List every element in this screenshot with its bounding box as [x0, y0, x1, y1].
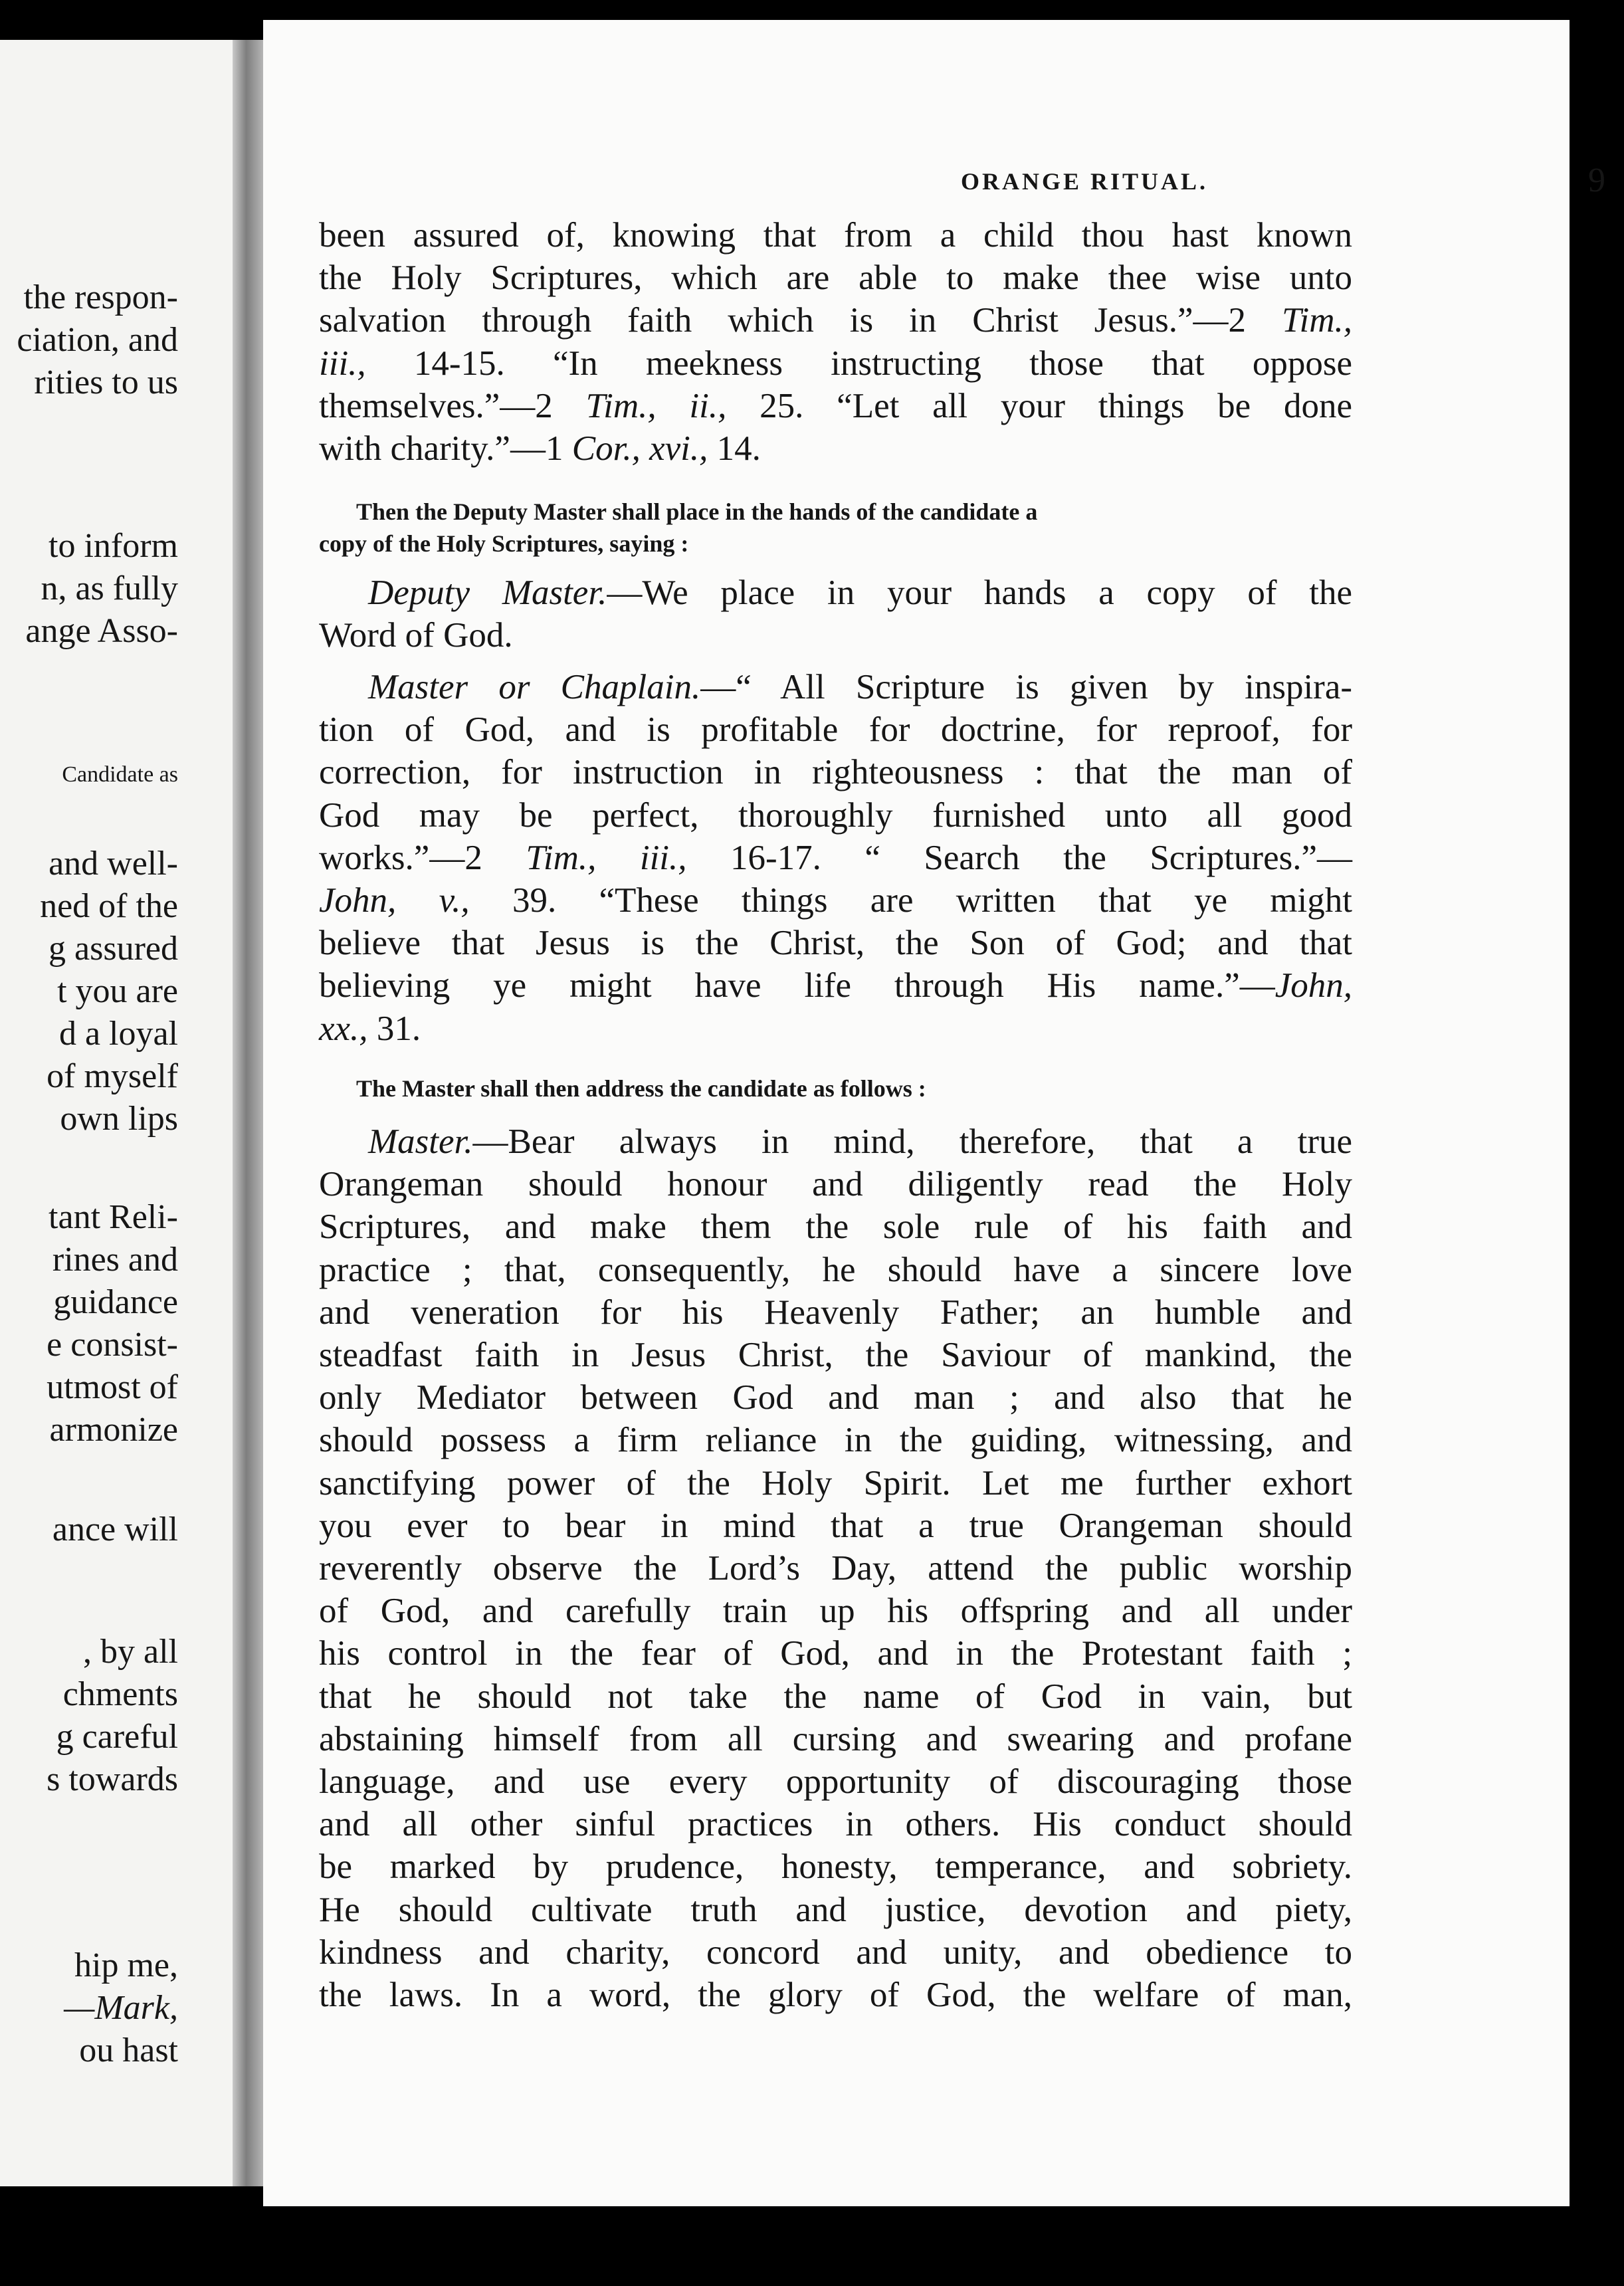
text-segment: —“ All Scripture is given by inspira- [700, 668, 1352, 706]
text-line: abstaining himself from all cursing and swearing and profane [319, 1719, 1352, 1758]
text-line: God may be perfect, thoroughly furnished unto all good [319, 795, 1352, 835]
speaker-name: Master or Chaplain. [368, 668, 701, 706]
text-line [319, 342, 1352, 385]
text-line: only Mediator between God and man ; and also that he [319, 1378, 1352, 1417]
page-number: 9 [1588, 161, 1605, 199]
text-line [319, 385, 1352, 427]
facing-page-fragment: ance will [52, 1510, 178, 1548]
text-segment: 14-15. “In meekness instructing those that oppose [365, 344, 1352, 383]
citation: Tim., iii., [526, 838, 687, 877]
text-line: Scriptures, and make them the sole rule of his faith and [319, 1207, 1352, 1247]
text-line [319, 572, 1352, 614]
citation: xx., [319, 1009, 368, 1048]
facing-page-fragment: the respon- [23, 278, 178, 316]
facing-page-fragment: s towards [47, 1760, 178, 1798]
text-line: been assured of, knowing that from a child thou hast known [319, 216, 1352, 255]
text-segment: 16-17. “ Search the Scriptures.”— [686, 838, 1352, 877]
facing-page-fragment: and well- [49, 845, 178, 883]
text-line: his control in the fear of God, and in the Protestant faith ; [319, 1634, 1352, 1673]
facing-page-fragment: g careful [56, 1718, 178, 1756]
text-line [319, 666, 1352, 708]
text-line: practice ; that, consequently, he should have a sincere love [319, 1250, 1352, 1289]
text-line: of God, and carefully train up his offspring and all under [319, 1592, 1352, 1631]
rubric-line: Then the Deputy Master shall place in the hands of the candidate a [356, 498, 1038, 525]
text-line [319, 1120, 1352, 1163]
citation: John, v., [319, 881, 470, 920]
facing-page-fragment: ange Asso- [25, 612, 178, 650]
text-line [319, 299, 1352, 342]
rubric-master-address [319, 1073, 1352, 1104]
text-line [319, 879, 1352, 922]
facing-page-fragment: t you are [57, 972, 178, 1010]
rubric-line: copy of the Holy Scriptures, saying : [319, 530, 689, 557]
text-segment: believing ye might have life through His name.”— [319, 966, 1275, 1005]
text-segment: —We place in your hands a copy of the [607, 573, 1352, 612]
citation: Cor., xvi., [571, 429, 708, 468]
text-segment: with charity.”—1 [319, 429, 572, 468]
text-line: correction, for instruction in righteousness : that the man of [319, 753, 1352, 792]
text-segment: 31. [367, 1009, 421, 1048]
text-segment: works.”—2 [319, 838, 526, 877]
text-line: that he should not take the name of God in vain, but [319, 1677, 1352, 1716]
citation: Tim., [1281, 301, 1352, 340]
citation: iii., [319, 344, 366, 383]
running-head: ORANGE RITUAL. [961, 168, 1209, 195]
text-line: you ever to bear in mind that a true Orangeman should [319, 1506, 1352, 1545]
facing-page-fragment: , by all [83, 1633, 178, 1671]
text-line: tion of God, and is profitable for doctrine, for reproof, for [319, 710, 1352, 750]
text-segment: themselves.”—2 [319, 386, 586, 425]
text-line: Orangeman should honour and diligently read the Holy [319, 1165, 1352, 1204]
text-line: and all other sinful practices in others. His conduct should [319, 1805, 1352, 1844]
facing-page-fragment: e consist- [47, 1326, 178, 1364]
facing-page-fragment: armonize [49, 1411, 178, 1449]
facing-page-fragment: Candidate as [62, 762, 178, 787]
text-segment: 39. “These things are written that ye might [469, 881, 1352, 920]
facing-page-fragment: n, as fully [41, 570, 178, 607]
text-line: reverently observe the Lord’s Day, attend the public worship [319, 1549, 1352, 1588]
text-line: and veneration for his Heavenly Father; an humble and [319, 1293, 1352, 1332]
facing-page-fragment: ciation, and [17, 321, 178, 359]
book-gutter [233, 40, 263, 2186]
text-segment: salvation through faith which is in Christ Jesus.”—2 [319, 301, 1282, 340]
citation: Tim., ii., [585, 386, 727, 425]
facing-page-fragment: —Mark, [64, 1989, 178, 2027]
text-line: sanctifying power of the Holy Spirit. Let me further exhort [319, 1463, 1352, 1503]
facing-page-fragment: rities to us [34, 364, 178, 401]
facing-page-fragment: utmost of [47, 1368, 178, 1406]
citation: John, [1274, 966, 1352, 1005]
speaker-name: Deputy Master. [368, 573, 607, 612]
text-line: the Holy Scriptures, which are able to make thee wise unto [319, 259, 1352, 298]
text-line: steadfast faith in Jesus Christ, the Saviour of mankind, the [319, 1336, 1352, 1375]
text-line: Word of God. [319, 616, 513, 655]
facing-page-fragment: d a loyal [58, 1015, 178, 1053]
facing-page-fragment: to inform [49, 527, 178, 565]
facing-page-fragment: of myself [47, 1057, 178, 1095]
text-line: believe that Jesus is the Christ, the Son of God; and that [319, 924, 1352, 963]
chaplain-paragraph [319, 666, 1352, 1050]
facing-page-fragment: ou hast [79, 2031, 178, 2069]
facing-page-fragment: g assured [49, 930, 178, 968]
text-segment: —Bear always in mind, therefore, that a true [472, 1122, 1352, 1161]
text-segment: 14. [708, 429, 761, 468]
facing-page [0, 40, 251, 2186]
text-line [319, 427, 1352, 470]
facing-page-fragment: rines and [52, 1241, 178, 1279]
facing-page-fragment: ned of the [40, 887, 178, 925]
text-line: language, and use every opportunity of discouraging those [319, 1762, 1352, 1802]
facing-page-fragment: hip me, [74, 1946, 178, 1984]
speaker-name: Master. [368, 1122, 473, 1161]
text-line: be marked by prudence, honesty, temperance, and sobriety. [319, 1847, 1352, 1887]
text-line: He should cultivate truth and justice, devotion and piety, [319, 1890, 1352, 1929]
facing-page-fragment: own lips [60, 1100, 178, 1138]
rubric-deputy-master [319, 496, 1352, 560]
scripture-paragraph [319, 214, 1352, 470]
text-segment: 25. “Let all your things be done [726, 386, 1352, 425]
text-line: kindness and charity, concord and unity, and obedience to [319, 1932, 1352, 1972]
facing-page-fragment: tant Reli- [49, 1198, 178, 1236]
text-line [319, 837, 1352, 879]
facing-page-fragment: guidance [53, 1283, 178, 1321]
deputy-master-paragraph [319, 572, 1352, 657]
rubric-line: The Master shall then address the candidate as follows : [356, 1075, 926, 1102]
text-line [319, 964, 1352, 1007]
text-line [319, 1007, 1352, 1050]
facing-page-fragment: chments [62, 1675, 178, 1713]
master-address-paragraph [319, 1120, 1352, 2016]
text-line: the laws. In a word, the glory of God, the welfare of man, [319, 1976, 1352, 2015]
text-line: should possess a firm reliance in the guiding, witnessing, and [319, 1421, 1352, 1460]
